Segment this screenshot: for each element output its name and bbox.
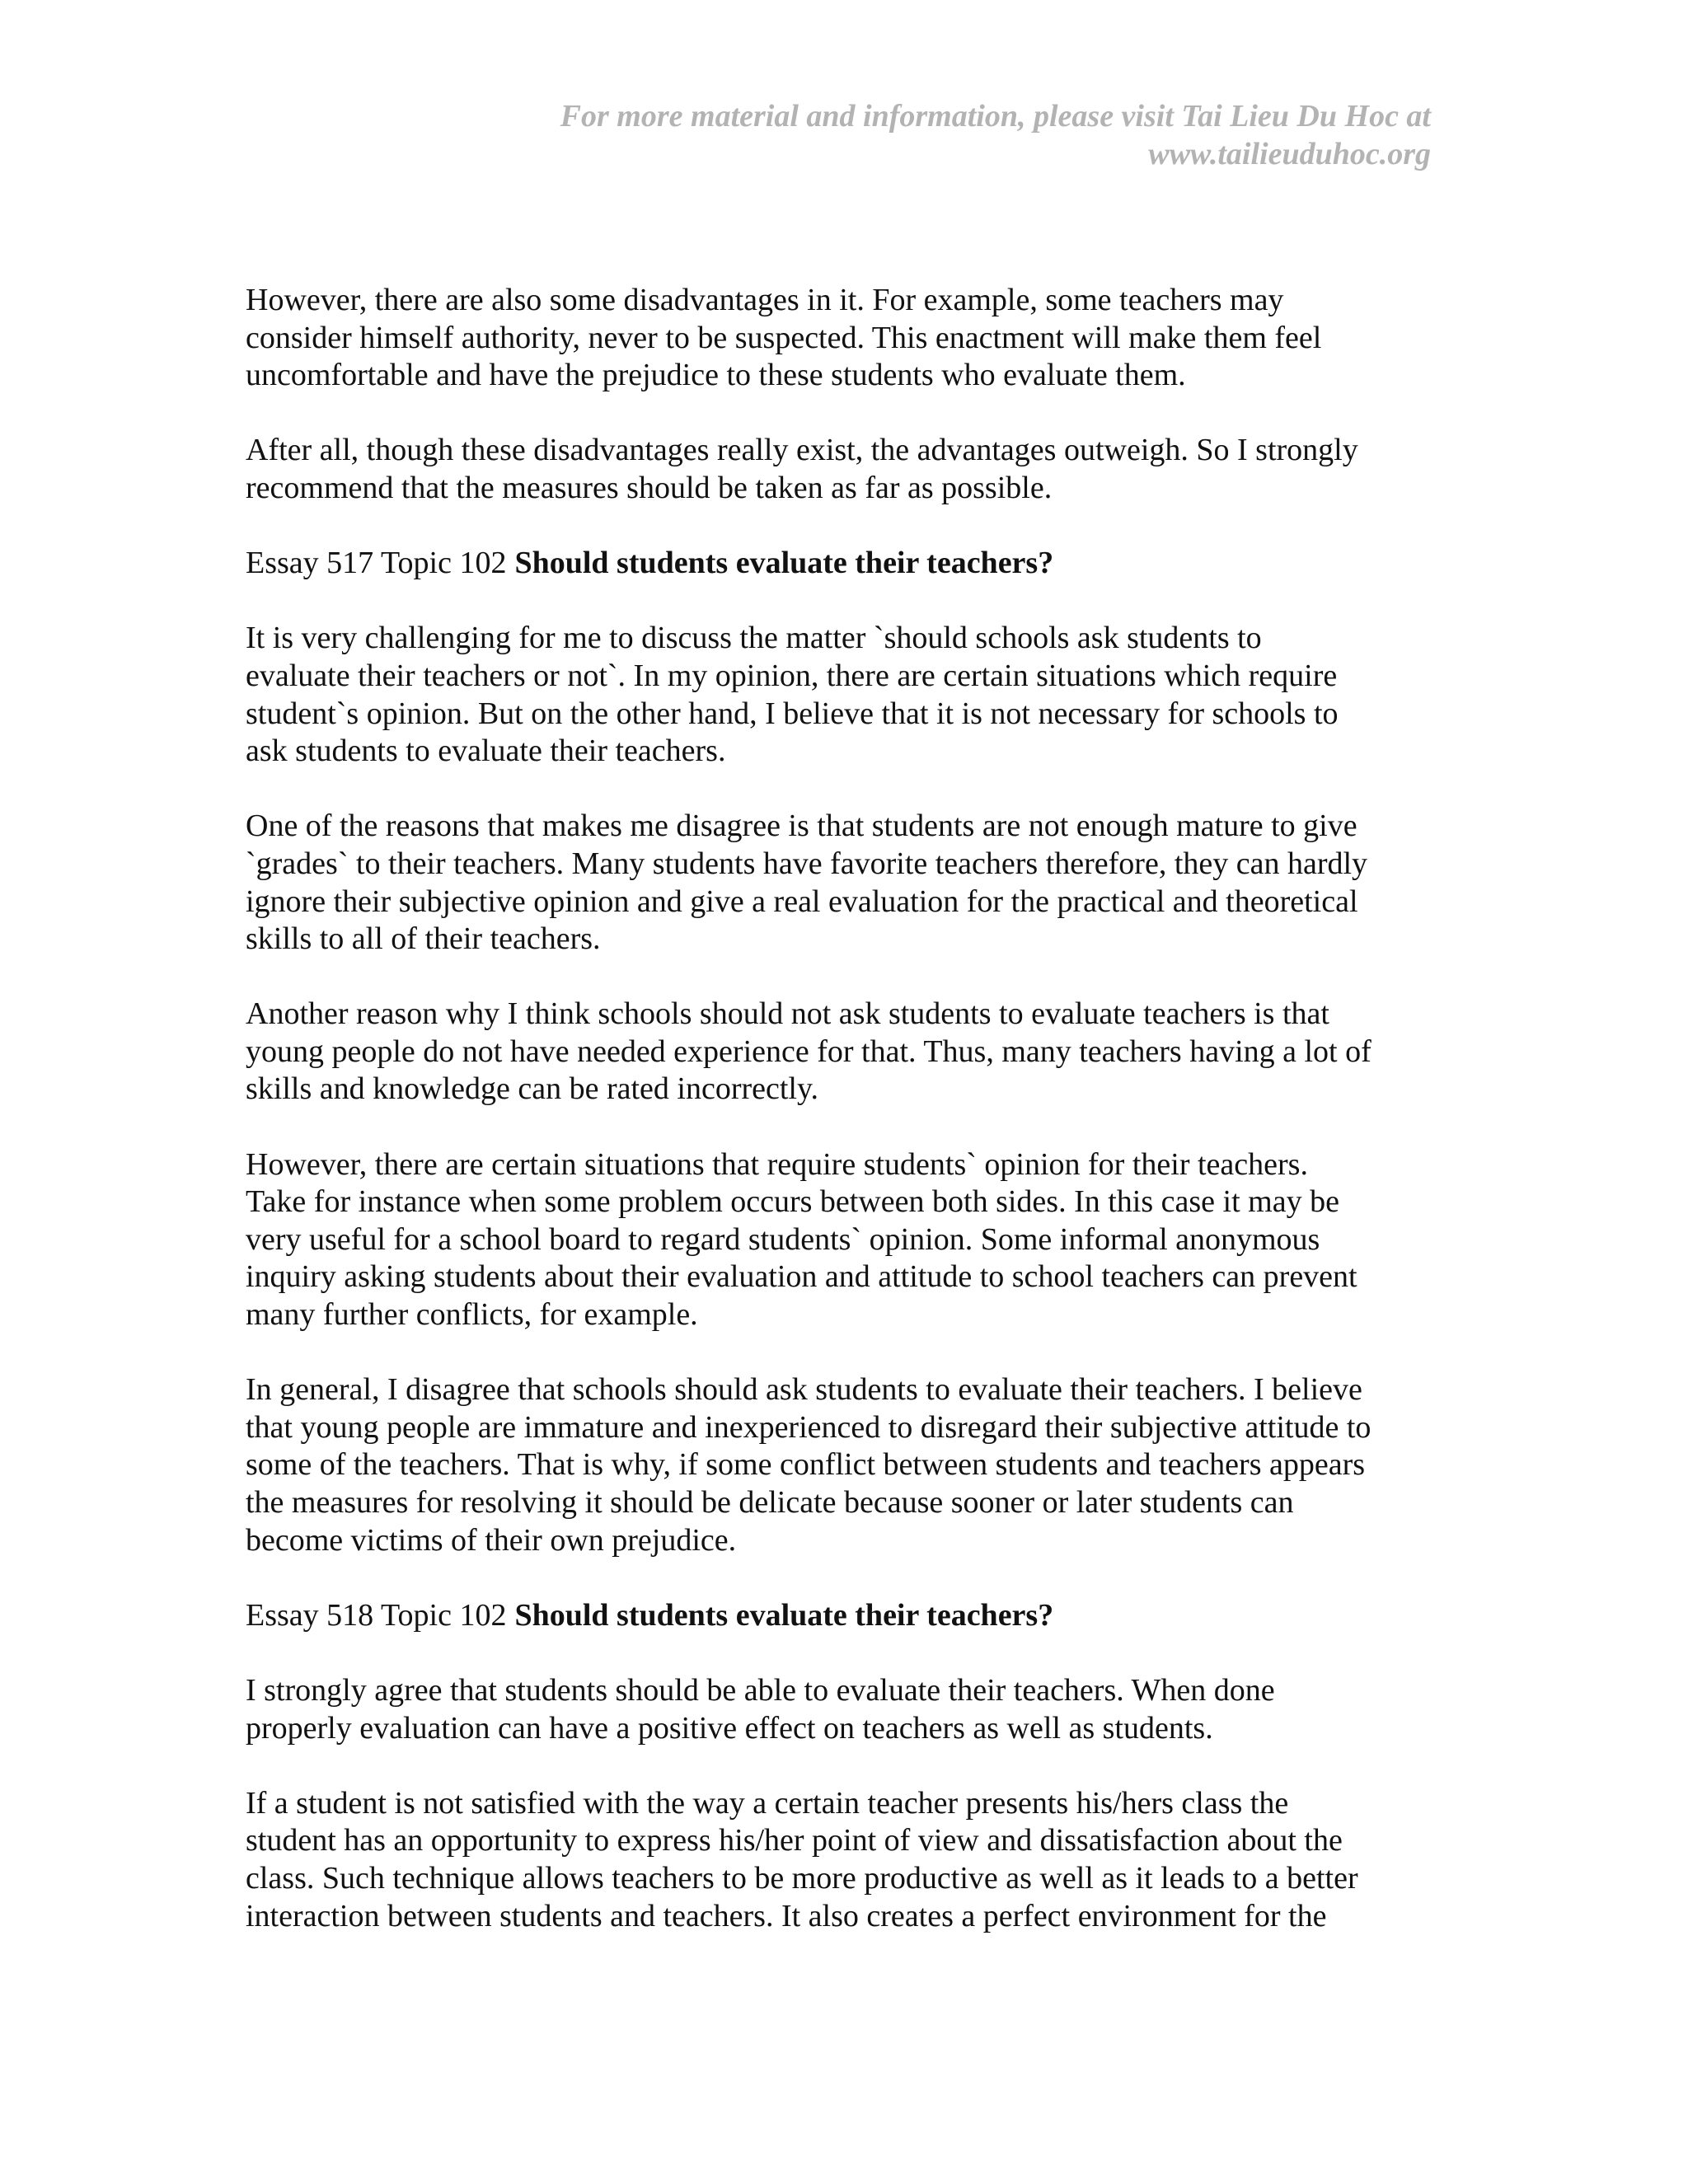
text-line: Take for instance when some problem occurs between both sides. In this case it may be [246, 1184, 1339, 1220]
paragraph [246, 808, 1449, 958]
text-line: some of the teachers. That is why, if some conflict between students and teachers appears [246, 1447, 1366, 1483]
paragraph [246, 432, 1449, 507]
text-line: very useful for a school board to regard students` opinion. Some informal anonymous [246, 1221, 1320, 1257]
paragraph [246, 282, 1449, 395]
text-line: Another reason why I think schools should not ask students to evaluate teachers is that [246, 996, 1329, 1032]
essay-heading [246, 1597, 1449, 1635]
text-line: It is very challenging for me to discuss the matter `should schools ask students to [246, 621, 1262, 656]
paragraph [246, 1146, 1449, 1334]
essay-number: Essay 518 Topic 102 [246, 1597, 507, 1633]
paragraph [246, 1371, 1449, 1559]
text-line: that young people are immature and inexperienced to disregard their subjective attitude to [246, 1409, 1372, 1445]
text-line: student`s opinion. But on the other hand, I believe that it is not necessary for schools to [246, 696, 1339, 731]
document-body [246, 282, 1449, 1973]
text-line: However, there are also some disadvantages in it. For example, some teachers may [246, 283, 1284, 317]
text-line: One of the reasons that makes me disagree is that students are not enough mature to give [246, 808, 1357, 844]
text-line: ignore their subjective opinion and give a real evaluation for the practical and theoretical [246, 883, 1358, 919]
text-line: recommend that the measures should be taken as far as possible. [246, 470, 1053, 505]
page-header [359, 97, 1431, 173]
text-line: skills and knowledge can be rated incorrectly. [246, 1071, 819, 1107]
text-line: class. Such technique allows teachers to be more productive as well as it leads to a better [246, 1860, 1358, 1896]
text-line: properly evaluation can have a positive effect on teachers as well as students. [246, 1710, 1213, 1746]
paragraph [246, 996, 1449, 1108]
text-line: young people do not have needed experience for that. Thus, many teachers having a lot of [246, 1033, 1372, 1069]
text-line: ask students to evaluate their teachers. [246, 733, 726, 769]
essay-title: Should students evaluate their teachers? [514, 1597, 1054, 1633]
text-line: In general, I disagree that schools should ask students to evaluate their teachers. I believe [246, 1372, 1362, 1408]
paragraph [246, 1785, 1449, 1935]
text-line: the measures for resolving it should be delicate because sooner or later students can [246, 1485, 1294, 1520]
essay-number: Essay 517 Topic 102 [246, 546, 507, 581]
paragraph [246, 1672, 1449, 1747]
text-line: consider himself authority, never to be suspected. This enactment will make them feel [246, 320, 1322, 355]
header-line-1: For more material and information, please visit Tai Lieu Du Hoc at [560, 99, 1431, 134]
text-line: skills to all of their teachers. [246, 921, 601, 957]
text-line: I strongly agree that students should be able to evaluate their teachers. When done [246, 1672, 1275, 1708]
text-line: If a student is not satisfied with the way a certain teacher presents his/hers class the [246, 1785, 1289, 1821]
text-line: many further conflicts, for example. [246, 1297, 698, 1333]
text-line: uncomfortable and have the prejudice to these students who evaluate them. [246, 358, 1186, 393]
text-line: However, there are certain situations that require students` opinion for their teachers. [246, 1146, 1308, 1182]
text-line: inquiry asking students about their evaluation and attitude to school teachers can prevent [246, 1259, 1357, 1295]
essay-title: Should students evaluate their teachers? [514, 546, 1054, 581]
text-line: become victims of their own prejudice. [246, 1522, 737, 1558]
paragraph [246, 620, 1449, 770]
text-line: After all, though these disadvantages really exist, the advantages outweigh. So I strongly [246, 433, 1358, 468]
text-line: student has an opportunity to express his/her point of view and dissatisfaction about the [246, 1823, 1343, 1858]
text-line: evaluate their teachers or not`. In my opinion, there are certain situations which require [246, 658, 1338, 693]
header-line-2: www.tailieuduhoc.org [1148, 137, 1431, 171]
text-line: `grades` to their teachers. Many students have favorite teachers therefore, they can hardly [246, 846, 1368, 881]
essay-heading [246, 545, 1449, 583]
text-line: interaction between students and teachers. It also creates a perfect environment for the [246, 1898, 1327, 1933]
